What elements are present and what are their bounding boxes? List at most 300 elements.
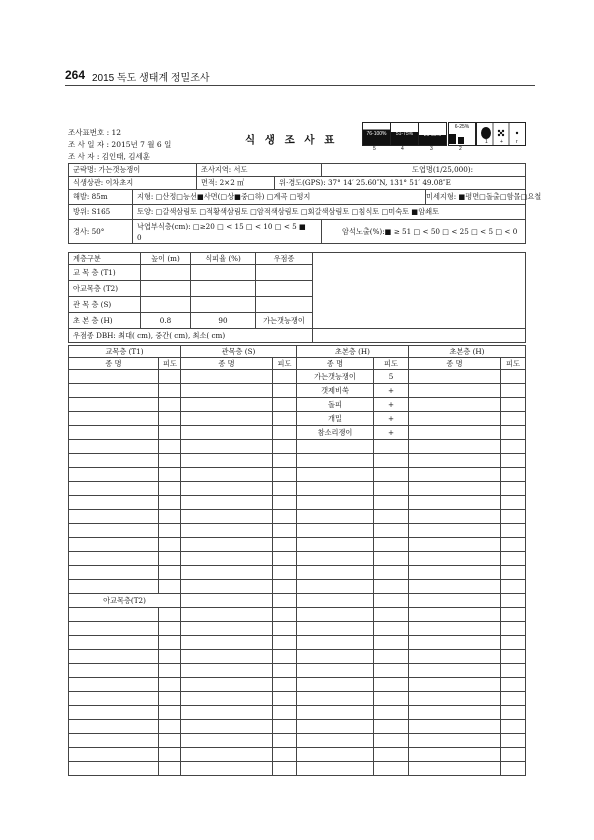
cover-cell: [501, 692, 526, 706]
survey-date: 조 사 일 자 : 2015년 7 월 6 일: [68, 140, 172, 149]
species-cell: [69, 552, 159, 566]
cover-cell: [501, 706, 526, 720]
cover-cell: [501, 538, 526, 552]
species-cell: [409, 636, 501, 650]
species-row: [69, 580, 526, 594]
running-title: 2015 독도 생태계 정밀조사: [92, 73, 210, 84]
section-header-tree: 교목층 (T1): [69, 346, 181, 358]
cover-cell: [501, 426, 526, 440]
cover-cell: [374, 440, 409, 454]
cover-cell: [159, 370, 181, 384]
gps-coordinates: 위·경도(GPS): 37° 14′ 25.60″N, 131° 51′ 49.08″E: [275, 177, 526, 190]
species-cell: [181, 552, 273, 566]
cover-cell: [501, 566, 526, 580]
cover-cell: [273, 678, 297, 692]
cover-cell: [273, 426, 297, 440]
layer-header-class: 계층구분: [69, 253, 141, 265]
species-cell: [69, 538, 159, 552]
species-cell: [181, 692, 273, 706]
cover-cell: [501, 482, 526, 496]
species-cell: [297, 580, 374, 594]
cover-cell: [159, 664, 181, 678]
cover-cell: [159, 384, 181, 398]
layer-notes-box: [313, 253, 526, 329]
page-header: [65, 68, 535, 86]
cover-cell: [374, 580, 409, 594]
col-species: 종 명: [409, 358, 501, 370]
altitude: 해발: 85m: [69, 190, 133, 205]
species-cell: 참소리쟁이: [297, 426, 374, 440]
layer-header-height: 높이 (m): [141, 253, 191, 265]
cover-cell: [501, 524, 526, 538]
species-cell: [409, 412, 501, 426]
species-cell: [409, 496, 501, 510]
species-cell: [409, 566, 501, 580]
species-table: [68, 345, 526, 776]
layer-header-cover: 식피율 (%): [191, 253, 256, 265]
species-cell: [409, 398, 501, 412]
species-cell: [409, 762, 501, 776]
litter-layer: [133, 220, 322, 244]
species-row: [69, 398, 526, 412]
layer-height: [141, 265, 191, 281]
col-cover: 피도: [159, 358, 181, 370]
species-row: [69, 370, 526, 384]
species-cell: [409, 384, 501, 398]
species-cell: [297, 734, 374, 748]
cover-cell: [159, 706, 181, 720]
cover-cell: [501, 412, 526, 426]
layer-name: 교 목 층 (T1): [69, 265, 141, 281]
species-cell: 개밀: [297, 412, 374, 426]
species-cell: [297, 650, 374, 664]
species-row: [69, 552, 526, 566]
cover-cell: [273, 496, 297, 510]
cover-cell: [273, 762, 297, 776]
species-cell: [181, 664, 273, 678]
legend-num-r: r: [516, 139, 518, 145]
species-cell: [409, 440, 501, 454]
legend-box-4: 51-75%: [390, 122, 419, 146]
site-info-table: [68, 163, 542, 244]
cover-cell: [374, 720, 409, 734]
cover-cell: [273, 510, 297, 524]
section-header-shrub: 관목층 (S): [181, 346, 297, 358]
cover-cell: [374, 608, 409, 622]
species-cell: [297, 608, 374, 622]
species-cell: [69, 566, 159, 580]
species-cell: [409, 706, 501, 720]
cover-cell: [501, 720, 526, 734]
cover-cell: [374, 692, 409, 706]
cover-cell: [159, 580, 181, 594]
species-cell: [181, 650, 273, 664]
cover-cell: [159, 678, 181, 692]
survey-region: 조사지역: 서도: [197, 164, 322, 177]
cover-cell: [159, 468, 181, 482]
species-row: [69, 678, 526, 692]
species-cell: [181, 510, 273, 524]
cover-cell: [159, 636, 181, 650]
section-header-herb-2: 초본층 (H): [409, 346, 526, 358]
species-cell: [181, 594, 273, 608]
species-cell: [297, 720, 374, 734]
cover-cell: [501, 468, 526, 482]
cover-cell: [501, 398, 526, 412]
species-cell: [181, 720, 273, 734]
species-row: [69, 692, 526, 706]
species-row: [69, 468, 526, 482]
cover-cell: [501, 552, 526, 566]
species-cell: [69, 678, 159, 692]
species-cell: [409, 482, 501, 496]
cover-cell: [501, 594, 526, 608]
col-species: 종 명: [69, 358, 159, 370]
cover-cell: [374, 468, 409, 482]
species-cell: [69, 482, 159, 496]
soil-type: 토양: □갈색삼림토 □적황색삼림토 □암적색삼림토 □회갈색삼림토 □침식토 □미숙토 ■암쇄토: [133, 205, 526, 220]
cover-cell: +: [374, 398, 409, 412]
layer-header-dominant: 우점종: [256, 253, 313, 265]
species-row: [69, 622, 526, 636]
species-cell: [297, 566, 374, 580]
cover-cell: [374, 594, 409, 608]
species-cell: [69, 524, 159, 538]
species-cell: [69, 426, 159, 440]
species-cell: [69, 608, 159, 622]
species-cell: [409, 720, 501, 734]
cover-cell: [159, 426, 181, 440]
species-cell: [181, 384, 273, 398]
survey-number: 조사표번호 : 12: [68, 128, 122, 137]
col-cover: 피도: [374, 358, 409, 370]
cover-cell: [273, 636, 297, 650]
cover-cell: [273, 566, 297, 580]
legend-box-3: 26-50%: [418, 122, 447, 146]
species-cell: [181, 748, 273, 762]
cover-cell: [374, 538, 409, 552]
species-cell: [181, 566, 273, 580]
species-cell: [69, 370, 159, 384]
species-cell: [69, 580, 159, 594]
cover-cell: [501, 510, 526, 524]
species-cell: [181, 678, 273, 692]
col-species: 종 명: [181, 358, 273, 370]
species-cell: [297, 468, 374, 482]
layer-dominant: [256, 265, 313, 281]
species-cell: [69, 762, 159, 776]
legend-num-plus: +: [500, 139, 503, 145]
legend-num-5: 5: [373, 146, 376, 152]
species-cell: [409, 552, 501, 566]
cover-cell: [501, 608, 526, 622]
species-row: [69, 482, 526, 496]
cover-cell: [374, 748, 409, 762]
cover-cell: [273, 538, 297, 552]
species-cell: [409, 510, 501, 524]
species-row: [69, 384, 526, 398]
landform: 지형: □산정□능선■사면(□상■중□하) □계곡 □평지: [133, 190, 426, 205]
species-cell: [409, 734, 501, 748]
cover-cell: [273, 692, 297, 706]
species-cell: [69, 650, 159, 664]
layer-name: 관 목 층 (S): [69, 297, 141, 313]
species-cell: [69, 496, 159, 510]
cover-cell: [159, 622, 181, 636]
layer-name: 초 본 층 (H): [69, 313, 141, 329]
species-cell: [69, 622, 159, 636]
species-cell: [297, 706, 374, 720]
species-cell: [181, 538, 273, 552]
cover-cell: [159, 510, 181, 524]
species-cell: [181, 412, 273, 426]
species-cell: [297, 440, 374, 454]
species-cell: [409, 594, 501, 608]
species-cell: [181, 622, 273, 636]
cover-cell: [374, 454, 409, 468]
cover-cell: [374, 552, 409, 566]
cover-cell: [159, 454, 181, 468]
cover-cell: [159, 748, 181, 762]
layer-height: [141, 281, 191, 297]
species-cell: [181, 398, 273, 412]
cover-cell: [501, 748, 526, 762]
section-header-herb: 초본층 (H): [297, 346, 409, 358]
species-cell: [181, 468, 273, 482]
layer-dominant: [256, 281, 313, 297]
cover-cell: [159, 734, 181, 748]
rock-exposure: 암석노출(%):■ ≥ 51 □ < 50 □ < 25 □ < 5 □ < 0: [322, 220, 526, 244]
cover-cell: [159, 566, 181, 580]
cover-cell: [374, 706, 409, 720]
cover-cell: [501, 650, 526, 664]
species-cell: [69, 510, 159, 524]
species-row: [69, 426, 526, 440]
cover-cell: [273, 608, 297, 622]
species-cell: [409, 426, 501, 440]
species-cell: [69, 454, 159, 468]
cover-cell: [374, 734, 409, 748]
species-cell: [69, 440, 159, 454]
species-cell: [69, 412, 159, 426]
col-species: 종 명: [297, 358, 374, 370]
species-row: [69, 510, 526, 524]
species-cell: [297, 552, 374, 566]
species-cell: [409, 748, 501, 762]
upper-vegetation: 식생상관: 이차초지: [69, 177, 197, 190]
cover-cell: [159, 650, 181, 664]
layer-name: 아교목층 (T2): [69, 281, 141, 297]
species-cell: [297, 594, 374, 608]
cover-cell: +: [374, 384, 409, 398]
dbh-empty: [313, 329, 526, 343]
species-cell: [297, 678, 374, 692]
cover-cell: [501, 496, 526, 510]
species-cell: [297, 636, 374, 650]
species-cell: [181, 524, 273, 538]
cover-cell: [501, 370, 526, 384]
cover-cell: [159, 608, 181, 622]
cover-cell: [159, 720, 181, 734]
layer-dominant: 가는갯능쟁이: [256, 313, 313, 329]
species-cell: [181, 482, 273, 496]
species-cell: [297, 692, 374, 706]
species-cell: [181, 762, 273, 776]
cover-cell: [501, 440, 526, 454]
cover-cell: [501, 664, 526, 678]
cover-cell: [273, 468, 297, 482]
cover-cell: [501, 622, 526, 636]
cover-cell: [159, 524, 181, 538]
species-cell: [181, 454, 273, 468]
species-cell: [69, 748, 159, 762]
species-row: [69, 594, 526, 608]
species-cell: [69, 664, 159, 678]
species-row: [69, 734, 526, 748]
species-cell: [297, 762, 374, 776]
cover-cell: [273, 594, 297, 608]
layer-dominant: [256, 297, 313, 313]
species-cell: [181, 580, 273, 594]
species-cell: [409, 622, 501, 636]
species-cell: [69, 468, 159, 482]
species-row: [69, 608, 526, 622]
subtree-layer-label: 아교목층(T2): [69, 594, 181, 608]
species-cell: 갯제비쑥: [297, 384, 374, 398]
litter-value: 0: [137, 232, 142, 242]
species-cell: [297, 524, 374, 538]
cover-cell: [159, 440, 181, 454]
species-cell: [181, 370, 273, 384]
species-cell: [409, 608, 501, 622]
species-cell: [297, 538, 374, 552]
aspect: 방위: S165: [69, 205, 133, 220]
species-cell: [181, 706, 273, 720]
cover-cell: [374, 664, 409, 678]
cover-cell: [374, 762, 409, 776]
species-row: [69, 524, 526, 538]
species-cell: [181, 496, 273, 510]
species-row: [69, 762, 526, 776]
legend-num-4: 4: [401, 146, 404, 152]
cover-cell: [273, 622, 297, 636]
cover-cell: [159, 496, 181, 510]
species-row: [69, 664, 526, 678]
species-row: [69, 538, 526, 552]
species-cell: [181, 734, 273, 748]
cover-cell: [273, 552, 297, 566]
species-cell: [181, 636, 273, 650]
cover-cell: [501, 636, 526, 650]
cover-cell: [273, 748, 297, 762]
cover-cell: [273, 454, 297, 468]
cover-cell: [501, 384, 526, 398]
species-cell: [297, 510, 374, 524]
cover-cell: [374, 678, 409, 692]
cover-cell: [273, 650, 297, 664]
cover-cell: [501, 580, 526, 594]
legend-num-1: 1: [485, 139, 488, 145]
legend-box-2: 6-25%: [448, 122, 476, 146]
species-row: [69, 496, 526, 510]
species-row: [69, 566, 526, 580]
cover-cell: [273, 482, 297, 496]
litter-options: 낙엽부식층(cm): □≥20 □ < 15 □ < 10 □ < 5 ■: [137, 221, 306, 231]
microform: 미세지형: ■평면□돌출□함몰□요철: [426, 190, 526, 205]
species-cell: [409, 678, 501, 692]
surveyor: 조 사 자 : 김인태, 김세훈: [68, 152, 151, 161]
cover-cell: +: [374, 412, 409, 426]
species-row: [69, 636, 526, 650]
cover-cell: [273, 580, 297, 594]
cover-cell: [273, 706, 297, 720]
layer-cover: 90: [191, 313, 256, 329]
species-cell: [409, 664, 501, 678]
dominant-dbh: 우점종 DBH: 최대( cm), 중간( cm), 최소( cm): [69, 329, 313, 343]
cover-cell: [273, 384, 297, 398]
layer-cover: [191, 297, 256, 313]
layer-table: [68, 252, 526, 343]
cover-cell: [159, 398, 181, 412]
cover-cell: [159, 412, 181, 426]
cover-cell: [374, 622, 409, 636]
cover-cell: [273, 398, 297, 412]
species-cell: [297, 482, 374, 496]
legend-box-5: 76-100%: [362, 122, 391, 146]
species-cell: [181, 608, 273, 622]
cover-cell: [374, 650, 409, 664]
community-name: 군락명: 가는갯능쟁이: [69, 164, 197, 177]
species-cell: [69, 692, 159, 706]
species-cell: [409, 650, 501, 664]
page-number: 264: [65, 68, 86, 82]
cover-cell: [374, 510, 409, 524]
species-cell: [409, 580, 501, 594]
species-cell: [69, 398, 159, 412]
species-cell: [409, 468, 501, 482]
cover-cell: 5: [374, 370, 409, 384]
cover-cell: [159, 482, 181, 496]
species-cell: [69, 384, 159, 398]
species-cell: [409, 538, 501, 552]
legend-num-2: 2: [459, 146, 462, 152]
cover-cell: [273, 720, 297, 734]
layer-height: [141, 297, 191, 313]
col-cover: 피도: [501, 358, 526, 370]
layer-cover: [191, 281, 256, 297]
cover-cell: [501, 678, 526, 692]
species-row: [69, 454, 526, 468]
species-cell: [297, 496, 374, 510]
cover-cell: [159, 762, 181, 776]
cover-cell: [374, 496, 409, 510]
species-cell: [69, 706, 159, 720]
col-cover: 피도: [273, 358, 297, 370]
species-row: [69, 706, 526, 720]
cover-cell: [273, 412, 297, 426]
species-cell: [297, 664, 374, 678]
cover-cell: +: [374, 426, 409, 440]
species-cell: [69, 720, 159, 734]
species-cell: 가는갯능쟁이: [297, 370, 374, 384]
species-cell: [409, 524, 501, 538]
species-cell: [69, 636, 159, 650]
cover-cell: [374, 482, 409, 496]
layer-height: 0.8: [141, 313, 191, 329]
cover-cell: [273, 370, 297, 384]
species-row: [69, 650, 526, 664]
cover-cell: [374, 636, 409, 650]
